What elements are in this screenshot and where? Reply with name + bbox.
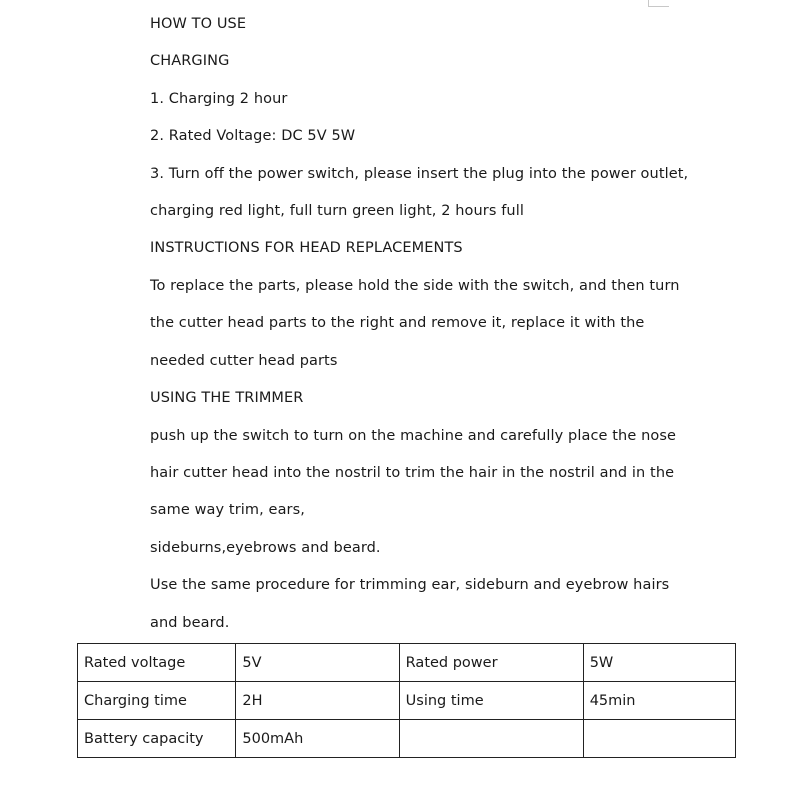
- table-row: [78, 682, 736, 720]
- table-cell: 45min: [583, 682, 735, 720]
- replacement-text-line: To replace the parts, please hold the side with the switch, and then turn: [150, 278, 680, 294]
- usage-text-line: sideburns,eyebrows and beard.: [150, 540, 381, 556]
- usage-text-line: same way trim, ears,: [150, 502, 305, 518]
- charging-step-3-cont: charging red light, full turn green light, 2 hours full: [150, 203, 524, 219]
- charging-step-1: 1. Charging 2 hour: [150, 91, 288, 107]
- usage-text-line: hair cutter head into the nostril to trim the hair in the nostril and in the: [150, 465, 675, 481]
- charging-step-2: 2. Rated Voltage: DC 5V 5W: [150, 128, 356, 144]
- table-cell: 500mAh: [236, 720, 399, 758]
- table-row: [78, 720, 736, 758]
- table-row: [78, 644, 736, 682]
- table-cell: [399, 720, 583, 758]
- heading-charging: CHARGING: [150, 53, 230, 69]
- table-cell: Battery capacity: [78, 720, 236, 758]
- replacement-text-line: the cutter head parts to the right and remove it, replace it with the: [150, 315, 645, 331]
- heading-using-trimmer: USING THE TRIMMER: [150, 390, 304, 406]
- specifications-table: [77, 643, 736, 758]
- table-cell: Rated power: [399, 644, 583, 682]
- table-cell: 5V: [236, 644, 399, 682]
- usage-text-line: and beard.: [150, 615, 230, 631]
- heading-how-to-use: HOW TO USE: [150, 16, 247, 32]
- table-cell: 2H: [236, 682, 399, 720]
- table-cell: Using time: [399, 682, 583, 720]
- usage-text-line: push up the switch to turn on the machine and carefully place the nose: [150, 428, 677, 444]
- replacement-text-line: needed cutter head parts: [150, 353, 338, 369]
- charging-step-3: 3. Turn off the power switch, please insert the plug into the power outlet,: [150, 166, 689, 182]
- usage-text-line: Use the same procedure for trimming ear, sideburn and eyebrow hairs: [150, 577, 670, 593]
- table-cell: [583, 720, 735, 758]
- table-cell: Rated voltage: [78, 644, 236, 682]
- table-cell: Charging time: [78, 682, 236, 720]
- heading-head-replacements: INSTRUCTIONS FOR HEAD REPLACEMENTS: [150, 240, 463, 256]
- table-cell: 5W: [583, 644, 735, 682]
- page-corner-mark: [648, 0, 669, 7]
